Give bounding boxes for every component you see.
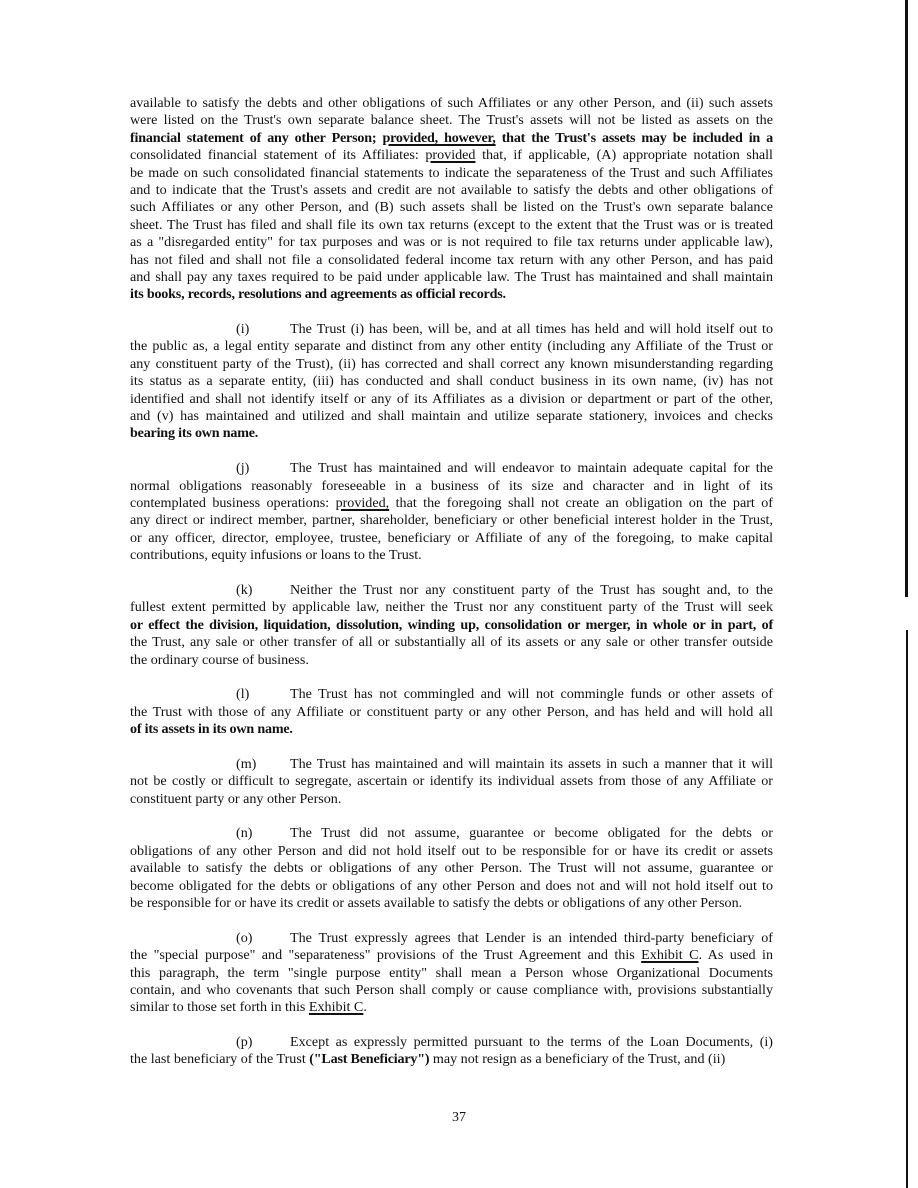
text-line bbox=[130, 878, 773, 895]
text-line bbox=[130, 547, 773, 564]
text-line bbox=[130, 512, 773, 529]
paragraph-j bbox=[130, 460, 773, 564]
text-segment: not be costly or difficult to segregate, ascertain or identify its individual assets from those of any Affiliate or bbox=[130, 773, 773, 790]
paragraph-label: (j) bbox=[236, 460, 250, 477]
defined-term: Exhibit C bbox=[641, 947, 699, 964]
text-line bbox=[130, 686, 773, 703]
text-line bbox=[130, 356, 773, 373]
text-segment: consolidated financial statement of its Affiliates: bbox=[130, 147, 426, 164]
text-segment: be responsible for or have its credit or assets available to satisfy the debts or obligations of any other Person. bbox=[130, 894, 743, 911]
text-segment: fullest extent permitted by applicable law, neither the Trust nor any constituent party of the Trust will seek bbox=[130, 599, 773, 616]
paragraph-label: (k) bbox=[236, 581, 253, 598]
text-segment: and to indicate that the Trust's assets and credit are not available to satisfy the debts and other obligations of bbox=[130, 181, 773, 198]
text-segment: . As used in bbox=[698, 947, 773, 964]
text-line bbox=[130, 217, 773, 234]
margin-revision-bar bbox=[905, 0, 908, 597]
text-segment: the ordinary course of business. bbox=[130, 651, 309, 668]
text-segment: contemplated business operations: bbox=[130, 494, 336, 511]
page-number: 37 bbox=[452, 1110, 466, 1125]
text-line bbox=[130, 930, 773, 947]
text-segment: may not resign as a beneficiary of the Trust, and (ii) bbox=[429, 1051, 726, 1068]
text-line bbox=[130, 582, 773, 599]
paragraph-m bbox=[130, 756, 773, 808]
bold-text: ("Last Beneficiary") bbox=[309, 1051, 430, 1068]
text-line bbox=[130, 408, 773, 425]
text-line bbox=[130, 965, 773, 982]
text-segment: that the foregoing shall not create an obligation on the part of bbox=[389, 494, 773, 511]
text-line bbox=[130, 147, 773, 164]
paragraph-label: (m) bbox=[236, 755, 257, 772]
text-line bbox=[130, 199, 773, 216]
text-line bbox=[130, 947, 773, 964]
paragraph-label: (p) bbox=[236, 1034, 253, 1051]
text-line bbox=[130, 982, 773, 999]
text-segment: any constituent party of the Trust), (ii) has corrected and shall correct any known misunderstanding regarding bbox=[130, 355, 773, 372]
text-line bbox=[130, 338, 773, 355]
defined-term: Exhibit C bbox=[308, 999, 364, 1016]
document-body bbox=[130, 95, 773, 1086]
text-line bbox=[130, 252, 773, 269]
text-segment: the Trust with those of any Affiliate or constituent party or any other Person, and has held and will hold all bbox=[130, 703, 773, 720]
bold-text: or effect the division, liquidation, dissolution, winding up, consolidation or merger, in whole or in part, of bbox=[130, 616, 773, 633]
text-segment: available to satisfy the debts and other obligations of such Affiliates or any other Person, and (ii) such assets bbox=[130, 95, 773, 111]
text-segment: constituent party or any other Person. bbox=[130, 790, 342, 807]
text-segment: the public as, a legal entity separate and distinct from any other entity (including any Affiliate of the Trust or bbox=[130, 338, 773, 355]
paragraph-continued bbox=[130, 95, 773, 304]
text-line bbox=[130, 617, 773, 634]
text-line bbox=[130, 721, 773, 738]
paragraph-label: (o) bbox=[236, 929, 253, 946]
text-segment: and (v) has maintained and utilized and shall maintain and utilize separate stationery, invoices and checks bbox=[130, 408, 773, 425]
bold-text: its books, records, resolutions and agreements as official records. bbox=[130, 286, 506, 303]
text-line bbox=[130, 130, 773, 147]
margin-revision-line bbox=[906, 630, 908, 1188]
text-line bbox=[130, 165, 773, 182]
text-line bbox=[130, 321, 773, 338]
text-line bbox=[130, 530, 773, 547]
text-line bbox=[130, 652, 773, 669]
text-line bbox=[130, 182, 773, 199]
text-line bbox=[130, 825, 773, 842]
defined-term: provided, bbox=[335, 494, 390, 511]
text-segment: the last beneficiary of the Trust bbox=[130, 1051, 310, 1068]
text-line bbox=[130, 373, 773, 390]
text-line bbox=[130, 704, 773, 721]
text-line bbox=[130, 860, 773, 877]
text-line bbox=[130, 495, 773, 512]
text-segment: The Trust has maintained and will maintain its assets in such a manner that it will bbox=[290, 755, 773, 772]
text-line bbox=[130, 791, 773, 808]
text-segment: be made on such consolidated financial statements to indicate the separateness of the Trust and such Affiliates bbox=[130, 164, 773, 181]
paragraph-label: (i) bbox=[236, 321, 250, 338]
text-segment: this paragraph, the term "single purpose entity" shall mean a Person whose Organizational Documents bbox=[130, 964, 773, 981]
text-segment: Neither the Trust nor any constituent party of the Trust has sought and, to the bbox=[290, 581, 773, 598]
bold-text: financial statement of any other Person; bbox=[130, 129, 383, 146]
text-segment: normal obligations reasonably foreseeable in a business of its size and character and in light of its bbox=[130, 477, 773, 494]
text-segment: as a "disregarded entity" for tax purposes and was or is not required to file tax returns under applicable law), bbox=[130, 234, 773, 251]
text-line bbox=[130, 478, 773, 495]
text-segment: The Trust (i) has been, will be, and at all times has held and will hold itself out to bbox=[290, 321, 773, 338]
text-segment: The Trust expressly agrees that Lender is an intended third-party beneficiary of bbox=[290, 929, 773, 946]
text-segment: contributions, equity infusions or loans to the Trust. bbox=[130, 547, 422, 564]
text-segment: become obligated for the debts or obligations of any other Person and does not and will not hold itself out to bbox=[130, 877, 773, 894]
text-line bbox=[130, 1051, 773, 1068]
paragraph-label: (n) bbox=[236, 825, 253, 842]
text-line bbox=[130, 234, 773, 251]
text-line bbox=[130, 95, 773, 112]
paragraph-n bbox=[130, 825, 773, 912]
defined-term: provided bbox=[425, 147, 476, 164]
text-line bbox=[130, 269, 773, 286]
text-segment: The Trust has not commingled and will not commingle funds or other assets of bbox=[290, 686, 773, 703]
text-segment: contain, and who covenants that such Person shall comply or cause compliance with, provisions substantially bbox=[130, 981, 773, 998]
text-segment: The Trust has maintained and will endeavor to maintain adequate capital for the bbox=[290, 460, 773, 477]
text-segment: were listed on the Trust's own separate balance sheet. The Trust's assets will not be listed as assets on the bbox=[130, 112, 773, 129]
bold-text: bearing its own name. bbox=[130, 425, 259, 442]
text-line bbox=[130, 286, 773, 303]
paragraph-l bbox=[130, 686, 773, 738]
text-segment: its status as a separate entity, (iii) has conducted and shall conduct business in its own name, (iv) has not bbox=[130, 373, 773, 390]
text-segment: any direct or indirect member, partner, shareholder, beneficiary or other beneficial interest holder in the Trust, bbox=[130, 512, 773, 529]
bold-text: of its assets in its own name. bbox=[130, 721, 293, 738]
paragraph-i bbox=[130, 321, 773, 443]
text-segment: Except as expressly permitted pursuant to the terms of the Loan Documents, (i) bbox=[290, 1034, 773, 1051]
text-line bbox=[130, 634, 773, 651]
text-segment: such Affiliates or any other Person, and (B) such assets shall be listed on the Trust's own separate balance bbox=[130, 199, 773, 216]
text-segment: the "special purpose" and "separateness" provisions of the Trust Agreement and this bbox=[130, 947, 642, 964]
defined-term: provided, however, bbox=[382, 129, 496, 146]
text-line bbox=[130, 999, 773, 1016]
text-segment: and shall pay any taxes required to be paid under applicable law. The Trust has maintained and shall maintain bbox=[130, 268, 773, 285]
text-line bbox=[130, 773, 773, 790]
text-segment: identified and shall not identify itself or any of its Affiliates as a division or department or part of the other, bbox=[130, 390, 773, 407]
text-segment: available to satisfy the debts or obligations of any other Person. The Trust will not assume, guarantee or bbox=[130, 860, 773, 877]
text-segment: sheet. The Trust has filed and shall file its own tax returns (except to the extent that the Trust was or is treated bbox=[130, 216, 773, 233]
text-segment: or any officer, director, employee, trustee, beneficiary or Affiliate of any of the foregoing, to make capital bbox=[130, 529, 773, 546]
text-line bbox=[130, 843, 773, 860]
text-segment: has not filed and shall not file a consolidated federal income tax return with any other Person, and has paid bbox=[130, 251, 773, 268]
text-segment: similar to those set forth in this bbox=[130, 999, 309, 1016]
text-segment: that, if applicable, (A) appropriate notation shall bbox=[475, 147, 773, 164]
text-segment: . bbox=[363, 999, 367, 1016]
bold-text: that the Trust's assets may be included in a bbox=[495, 129, 773, 146]
text-line bbox=[130, 599, 773, 616]
text-segment: the Trust, any sale or other transfer of all or substantially all of its assets or any sale or other transfer outside bbox=[130, 634, 773, 651]
text-line bbox=[130, 391, 773, 408]
text-line bbox=[130, 460, 773, 477]
text-segment: obligations of any other Person and did not hold itself out to be responsible for or have its credit or assets bbox=[130, 842, 773, 859]
paragraph-k bbox=[130, 582, 773, 669]
text-line bbox=[130, 112, 773, 129]
paragraph-p bbox=[130, 1034, 773, 1069]
text-line bbox=[130, 1034, 773, 1051]
text-segment: The Trust did not assume, guarantee or become obligated for the debts or bbox=[290, 825, 773, 842]
text-line bbox=[130, 425, 773, 442]
paragraph-label: (l) bbox=[236, 686, 250, 703]
paragraph-o bbox=[130, 930, 773, 1017]
text-line bbox=[130, 756, 773, 773]
text-line bbox=[130, 895, 773, 912]
